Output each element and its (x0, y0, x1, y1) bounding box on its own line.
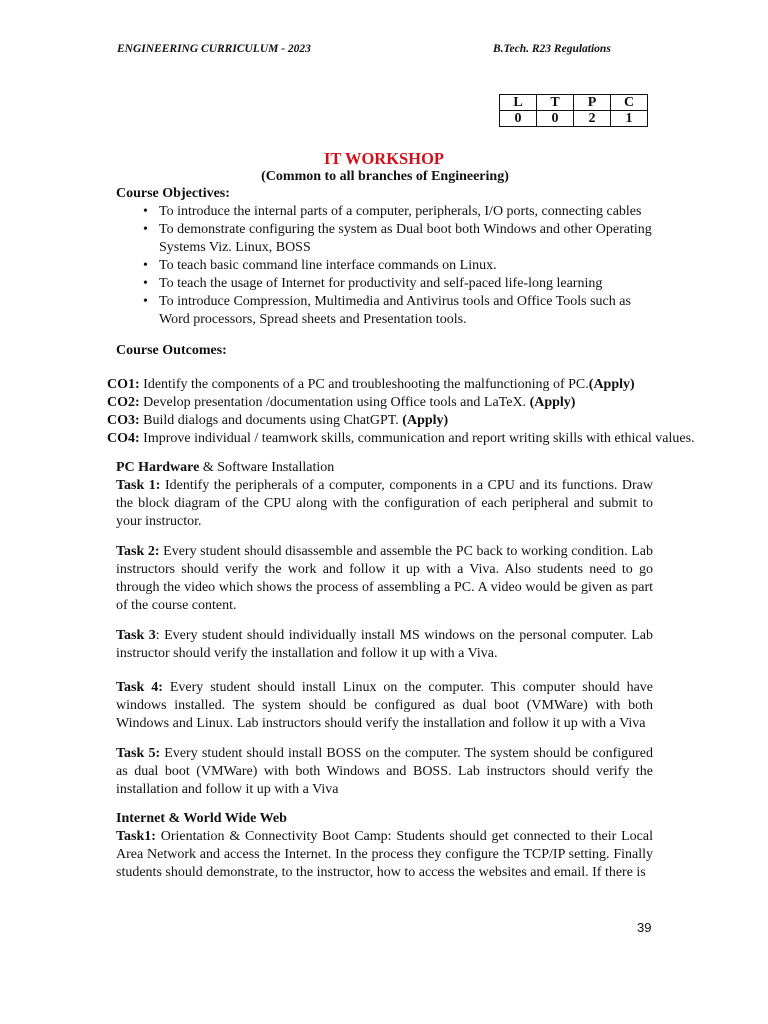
running-header-left: ENGINEERING CURRICULUM - 2023 (117, 43, 311, 55)
pc-hardware-heading (116, 459, 653, 477)
ltpc-credit-table (499, 94, 648, 127)
outcome-item (107, 376, 727, 394)
outcome-code: CO4: (107, 431, 140, 446)
ltpc-header-c: C (611, 95, 648, 111)
task-label: Task 3 (116, 628, 156, 643)
ltpc-header-t: T (537, 95, 574, 111)
task-paragraph (116, 543, 653, 615)
outcome-text: Build dialogs and documents using ChatGPT. (139, 413, 403, 428)
objective-text: To introduce the internal parts of a computer, peripherals, I/O ports, connecting cables (159, 204, 642, 219)
pc-hardware-section (116, 459, 653, 531)
ltpc-value-row (500, 111, 648, 127)
running-header-right: B.Tech. R23 Regulations (493, 43, 611, 55)
ltpc-value-p: 2 (574, 111, 611, 127)
task-paragraph (116, 745, 653, 799)
objective-text: To introduce Compression, Multimedia and Antivirus tools and Office Tools such as Word processors, Spread sheets and Presentation tools. (159, 294, 631, 327)
ltpc-header-l: L (500, 95, 537, 111)
outcome-text: Identify the components of a PC and troubleshooting the malfunctioning of PC. (139, 377, 589, 392)
course-subtitle: (Common to all branches of Engineering) (261, 169, 509, 184)
bullet-icon: • (143, 204, 148, 219)
task-text: : Every student should individually install MS windows on the personal computer. Lab instructor should verify the installation and follow it up with a Viva. (116, 628, 653, 661)
objective-item (116, 203, 656, 221)
ltpc-header-p: P (574, 95, 611, 111)
objective-text: To demonstrate configuring the system as Dual boot both Windows and other Operating Systems Viz. Linux, BOSS (159, 222, 652, 255)
bullet-icon: • (143, 222, 148, 237)
objectives-heading: Course Objectives: (116, 186, 230, 201)
task-paragraph (116, 828, 653, 882)
page-number: 39 (637, 920, 652, 935)
outcome-text: Improve individual / teamwork skills, communication and report writing skills with ethical values. (139, 431, 695, 446)
task-text: Every student should install Linux on the computer. This computer should have windows installed. The system should be configured as dual boot (VMWare) with both Windows and Linux. Lab instructors should verify the installation and follow it up with a Viva (116, 680, 653, 731)
outcome-item (107, 412, 727, 430)
task-label: Task 1: (116, 478, 161, 493)
objectives-list (116, 203, 656, 329)
task-text: Orientation & Connectivity Boot Camp: Students should get connected to their Local Area Network and access the Internet. In the process they configure the TCP/IP setting. Finally students should demonstrate, to the instructor, how to access the websites and email. If there is (116, 829, 653, 880)
task-text: Every student should disassemble and assemble the PC back to working condition. Lab instructors should verify the work and follow it up with a Viva. Also students need to go through the video which shows the process of assembling a PC. A video would be given as part of the course content. (116, 544, 654, 613)
outcome-text: Develop presentation /documentation using Office tools and LaTeX. (139, 395, 530, 410)
bullet-icon: • (143, 276, 148, 291)
task-text: Every student should install BOSS on the computer. The system should be configured as dual boot (VMWare) with both Windows and BOSS. Lab instructors should verify the installation and follow it up with a Viva (116, 746, 654, 797)
internet-section (116, 810, 653, 882)
outcome-item (107, 430, 727, 448)
task-label: Task 2: (116, 544, 160, 559)
task-text: Identify the peripherals of a computer, components in a CPU and its functions. Draw the block diagram of the CPU along with the configuration of each peripheral and submit to your instructor. (116, 478, 654, 529)
objective-text: To teach the usage of Internet for productivity and self-paced life-long learning (159, 276, 603, 291)
outcome-code: CO1: (107, 377, 140, 392)
ltpc-value-t: 0 (537, 111, 574, 127)
task-label: Task1: (116, 829, 156, 844)
outcome-code: CO3: (107, 413, 140, 428)
internet-heading: Internet & World Wide Web (116, 811, 287, 826)
ltpc-value-c: 1 (611, 111, 648, 127)
outcomes-list (107, 376, 727, 448)
outcome-code: CO2: (107, 395, 140, 410)
objective-item (116, 221, 656, 257)
pc-hardware-heading-rest: & Software Installation (199, 460, 335, 475)
outcome-level: (Apply) (588, 377, 635, 392)
outcome-level: (Apply) (402, 413, 449, 428)
objective-item (116, 257, 656, 275)
bullet-icon: • (143, 294, 148, 309)
task-paragraph (116, 679, 653, 733)
ltpc-header-row (500, 95, 648, 111)
objective-text: To teach basic command line interface commands on Linux. (159, 258, 497, 273)
objective-item (116, 293, 656, 329)
pc-hardware-heading-bold: PC Hardware (116, 460, 200, 475)
bullet-icon: • (143, 258, 148, 273)
outcomes-heading: Course Outcomes: (116, 343, 227, 358)
task-label: Task 4: (116, 680, 163, 695)
ltpc-value-l: 0 (500, 111, 537, 127)
task-paragraph (116, 477, 653, 531)
course-title: IT WORKSHOP (324, 149, 444, 168)
objectives-section (116, 185, 656, 329)
task-label: Task 5: (116, 746, 161, 761)
task-paragraph (116, 627, 653, 663)
outcome-item (107, 394, 727, 412)
outcome-level: (Apply) (529, 395, 576, 410)
objective-item (116, 275, 656, 293)
